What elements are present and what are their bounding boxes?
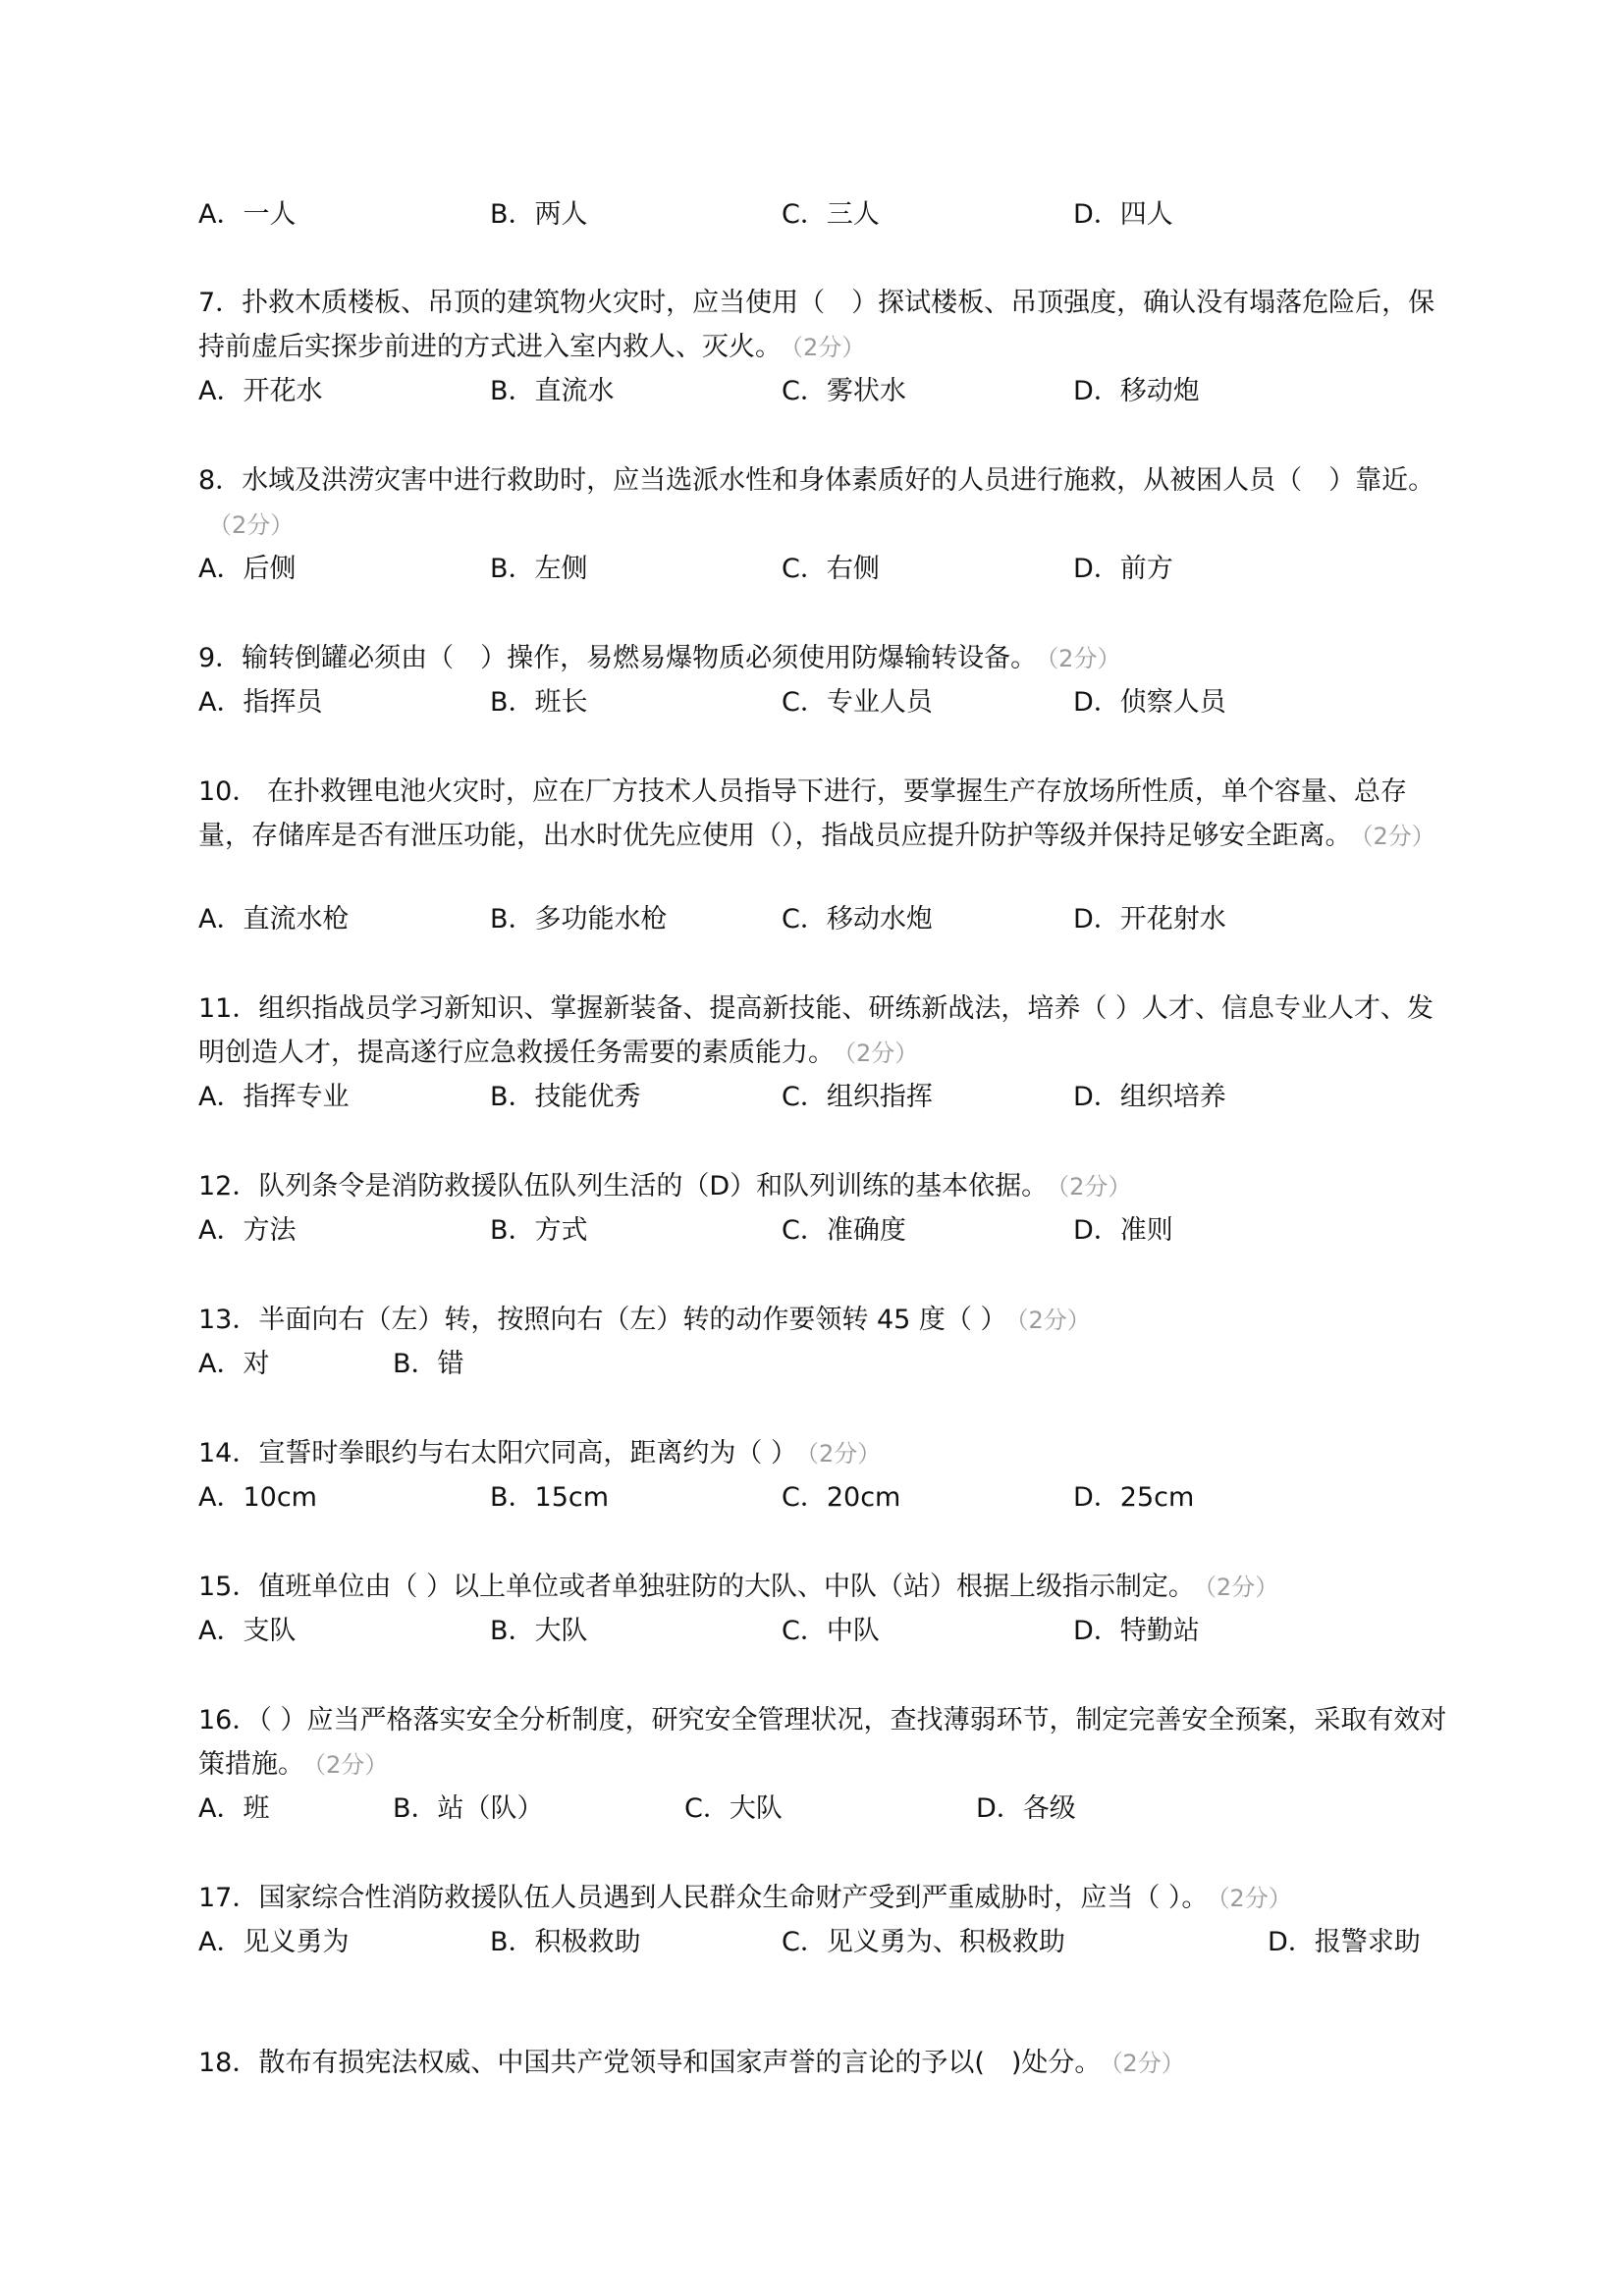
option-c: C．大队 xyxy=(684,1793,783,1824)
question-score: （2分） xyxy=(1110,2050,1185,2077)
option-c: C．右侧 xyxy=(782,554,880,584)
question-18 xyxy=(198,2041,1455,2086)
option-b: B．15cm xyxy=(490,1482,610,1513)
question-text: 11．组织指战员学习新知识、掌握新装备、提高新技能、研练新战法，培养（ ）人才、信息专业人才、发明创造人才，提高遂行应急救援任务需要的素质能力。 xyxy=(198,993,1434,1068)
option-b: B．错 xyxy=(393,1349,464,1379)
option-c: C．三人 xyxy=(782,199,880,230)
option-d: D．前方 xyxy=(1073,554,1173,584)
options-row-q17 xyxy=(198,1920,1475,1964)
option-a: A．方法 xyxy=(198,1215,297,1246)
options-row-q7 xyxy=(198,369,1475,413)
question-score: （2分） xyxy=(1016,1307,1091,1334)
question-score: （2分） xyxy=(1217,1885,1292,1912)
option-c: C．见义勇为、积极救助 xyxy=(782,1927,1065,1957)
options-row-q11 xyxy=(198,1075,1475,1119)
question-score: （2分） xyxy=(844,1040,919,1067)
question-text: 18．散布有损宪法权威、中国共产党领导和国家声誉的言论的予以( )处分。 xyxy=(198,2048,1102,2078)
option-d: D．准则 xyxy=(1073,1215,1173,1246)
question-12 xyxy=(198,1164,1455,1209)
options-row-q6 xyxy=(198,192,1475,237)
option-d: D．开花射水 xyxy=(1073,904,1226,934)
question-9 xyxy=(198,636,1455,681)
question-10 xyxy=(198,770,1455,859)
option-c: C．准确度 xyxy=(782,1215,906,1246)
option-d: D．四人 xyxy=(1073,199,1173,230)
option-c: C．中队 xyxy=(782,1616,880,1646)
option-c: C．专业人员 xyxy=(782,687,933,718)
option-a: A．10cm xyxy=(198,1482,317,1513)
question-score: （2分） xyxy=(791,334,866,361)
option-c: C．20cm xyxy=(782,1482,901,1513)
option-d: D．报警求助 xyxy=(1268,1927,1421,1957)
question-text: 16．（ ）应当严格落实安全分析制度，研究安全管理状况，查找薄弱环节，制定完善安全预案，采取有效对策措施。 xyxy=(198,1705,1447,1780)
option-b: B．班长 xyxy=(490,687,588,718)
options-row-q12 xyxy=(198,1208,1475,1253)
options-row-q9 xyxy=(198,680,1475,724)
option-b: B．直流水 xyxy=(490,376,615,406)
options-row-q10 xyxy=(198,897,1475,941)
question-text: 15．值班单位由（ ）以上单位或者单独驻防的大队、中队（站）根据上级指示制定。 xyxy=(198,1572,1195,1602)
option-a: A．见义勇为 xyxy=(198,1927,350,1957)
option-a: A．对 xyxy=(198,1349,270,1379)
question-13 xyxy=(198,1298,1455,1343)
question-score: （2分） xyxy=(1361,823,1435,850)
option-a: A．后侧 xyxy=(198,554,297,584)
question-14 xyxy=(198,1431,1455,1476)
question-text: 17．国家综合性消防救援队伍人员遇到人民群众生命财产受到严重威胁时，应当（ ）。 xyxy=(198,1883,1209,1913)
question-score: （2分） xyxy=(1047,645,1121,672)
question-text: 9．输转倒罐必须由（ ）操作，易燃易爆物质必须使用防爆输转设备。 xyxy=(198,643,1038,673)
option-d: D．移动炮 xyxy=(1073,376,1200,406)
question-15 xyxy=(198,1565,1455,1610)
question-score: （2分） xyxy=(314,1751,389,1779)
option-b: B．方式 xyxy=(490,1215,588,1246)
option-a: A．直流水枪 xyxy=(198,904,350,934)
question-score: （2分） xyxy=(806,1440,882,1468)
option-d: D．组织培养 xyxy=(1073,1082,1226,1112)
question-text: 8．水域及洪涝灾害中进行救助时，应当选派水性和身体素质好的人员进行施救，从被困人员（ ）靠近。 xyxy=(198,465,1435,496)
option-b: B．大队 xyxy=(490,1616,588,1646)
question-score: （2分） xyxy=(1057,1173,1132,1201)
option-b: B．积极救助 xyxy=(490,1927,641,1957)
question-8 xyxy=(198,458,1455,548)
question-11 xyxy=(198,987,1455,1076)
options-row-q13 xyxy=(198,1342,1475,1386)
option-c: C．雾状水 xyxy=(782,376,906,406)
option-b: B．两人 xyxy=(490,199,588,230)
question-text: 10． 在扑救锂电池火灾时，应在厂方技术人员指导下进行，要掌握生产存放场所性质，单个容量、总存量，存储库是否有泄压功能，出水时优先应使用（），指战员应提升防护等级并保持足够安全距离。 xyxy=(198,776,1407,851)
options-row-q14 xyxy=(198,1475,1475,1520)
option-c: C．移动水炮 xyxy=(782,904,933,934)
question-text: 14．宣誓时拳眼约与右太阳穴同高，距离约为（ ） xyxy=(198,1438,797,1468)
question-17 xyxy=(198,1876,1455,1921)
question-16 xyxy=(198,1698,1455,1788)
option-a: A．开花水 xyxy=(198,376,323,406)
option-a: A．班 xyxy=(198,1793,270,1824)
option-d: D．侦察人员 xyxy=(1073,687,1226,718)
options-row-q16 xyxy=(198,1787,1475,1831)
question-text: 13．半面向右（左）转，按照向右（左）转的动作要领转 45 度（ ） xyxy=(198,1305,1007,1335)
option-b: B．站（队） xyxy=(393,1793,544,1824)
options-row-q15 xyxy=(198,1609,1475,1653)
option-a: A．指挥员 xyxy=(198,687,323,718)
option-b: B．左侧 xyxy=(490,554,588,584)
option-b: B．多功能水枪 xyxy=(490,904,668,934)
option-d: D．25cm xyxy=(1073,1482,1195,1513)
question-text: 12．队列条令是消防救援队伍队列生活的（D）和队列训练的基本依据。 xyxy=(198,1171,1049,1201)
option-c: C．组织指挥 xyxy=(782,1082,933,1112)
question-text: 7．扑救木质楼板、吊顶的建筑物火灾时，应当使用（ ）探试楼板、吊顶强度，确认没有塌落危险后，保持前虚后实探步前进的方式进入室内救人、灭火。 xyxy=(198,288,1435,362)
question-score: （2分） xyxy=(208,511,295,539)
options-row-q8 xyxy=(198,547,1475,591)
option-a: A．支队 xyxy=(198,1616,297,1646)
question-7 xyxy=(198,281,1455,370)
option-b: B．技能优秀 xyxy=(490,1082,641,1112)
option-a: A．指挥专业 xyxy=(198,1082,350,1112)
option-d: D．特勤站 xyxy=(1073,1616,1200,1646)
option-a: A．一人 xyxy=(198,199,297,230)
option-d: D．各级 xyxy=(976,1793,1076,1824)
question-score: （2分） xyxy=(1204,1574,1279,1601)
